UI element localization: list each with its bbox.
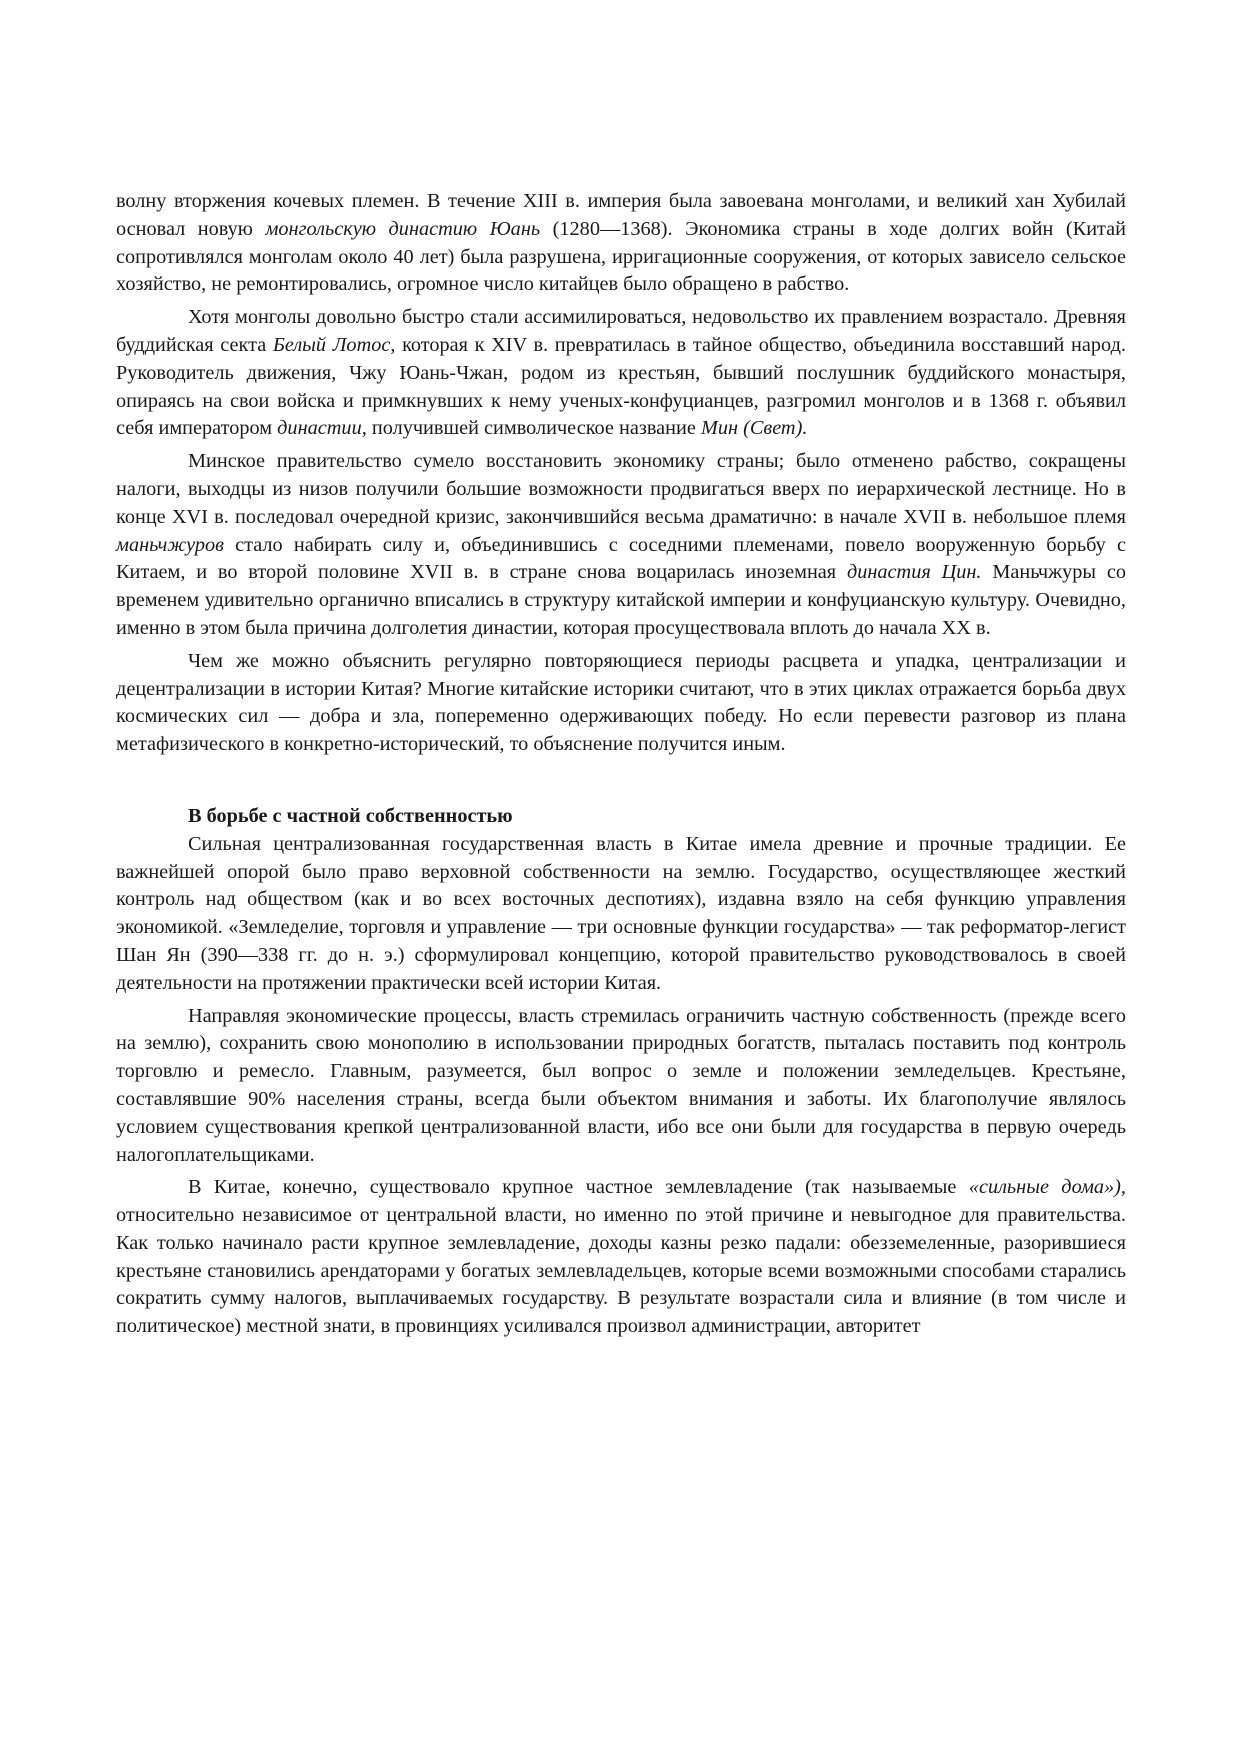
- text-run: Минское правительство сумело восстановить экономику страны; было отменено рабство, сокращены налоги, выходцы из низов получили большие возможности продвигаться вверх по иерархической лестнице. Но в конце XVI в. последовал очередной кризис, закончившийся весьма драматично: в начале XVII в. небольшое племя: [116, 450, 1126, 528]
- section-heading: В борьбе с частной собственностью: [188, 804, 513, 827]
- document-page: [116, 188, 1126, 1346]
- text-run: волну вторжения кочевых племен. В течение XIII в. империя была завоевана монголами, и великий хан Хубилай основал новую: [116, 190, 1126, 240]
- text-run: Маньчжуры со временем удивительно органично вписались в структуру китайской империи и конфуцианскую культуру. Очевидно, именно в этом была причина долголетия династии, которая просуществовала вплоть до начала XX в.: [116, 561, 1127, 639]
- italic-term: Мин (Свет).: [700, 417, 808, 440]
- paragraph-ming-qing: [116, 448, 1126, 643]
- paragraph-mongol-conquest: [116, 188, 1126, 299]
- paragraph-central-power: Сильная централизованная государственная власть в Китае имела древние и прочные традиции. Ее важнейшей опорой было право верховной собственности на землю. Государство, осуществляющее жесткий контроль над обществом (как и во всех восточных деспотиях), издавна взяло на себя функцию управления экономикой. «Земледелие, торговля и управление — три основные функции государства» — так реформатор-легист Шан Ян (390—338 гг. до н. э.) сформулировал концепцию, которой правительство руководствовалось в своей деятельности на протяжении практически всей истории Китая.: [116, 832, 1126, 994]
- italic-term: династии,: [277, 417, 367, 440]
- text-run: Хотя монголы довольно быстро стали ассимилироваться, недовольство их правлением возрастало. Древняя буддийская секта: [116, 306, 1126, 356]
- text-run: В Китае, конечно, существовало крупное частное землевладение (так называемые: [188, 1176, 969, 1199]
- paragraph-land-ownership: [116, 1174, 1126, 1341]
- paragraph-economic-control: Направляя экономические процессы, власть стремилась ограничить частную собственность (прежде всего на землю), сохранить свою монополию в использовании природных богатств, пыталась поставить под контроль торговлю и ремесло. Главным, разумеется, был вопрос о земле и положении земледельцев. Крестьяне, составлявшие 90% населения страны, всегда были объектом внимания и заботы. Их благополучие являлось условием существования крепкой централизованной власти, ибо все они были для государства в первую очередь налогоплательщиками.: [116, 1004, 1126, 1166]
- paragraph-cycles: Чем же можно объяснить регулярно повторяющиеся периоды расцвета и упадка, централизации и децентрализации в истории Китая? Многие китайские историки считают, что в этих циклах отражается борьба двух космических сил — добра и зла, попеременно одерживающих победу. Но если перевести разговор из плана метафизического в конкретно-исторический, то объяснение получится иным.: [116, 649, 1126, 756]
- italic-term: династия Цин.: [846, 561, 982, 584]
- italic-term: маньчжуров: [116, 533, 224, 556]
- italic-term: «сильные дома»),: [968, 1176, 1126, 1199]
- text-run: (1280—1368). Экономика страны в ходе долгих войн (Китай сопротивлялся монголам около 40 лет) была разрушена, ирригационные сооружения, от которых зависело сельское хозяйство, не ремонтировались, огромное число китайцев было обращено в рабство.: [116, 217, 1127, 296]
- paragraph-ming-rise: [116, 304, 1126, 443]
- text-run: стало набирать силу и, объединившись с соседними племенами, повело вооруженную борьбу с Китаем, и во второй половине XVII в. в стране снова воцарилась иноземная: [116, 533, 1126, 584]
- text-run: относительно независимое от центральной власти, но именно по этой причине и невыгодное для правительства. Как только начинало расти крупное землевладение, доходы казны резко падали: обезземеленные, разорившиеся крестьяне становились арендаторами у богатых землевладельцев, которые всеми возможными способами старались сократить сумму налогов, выплачиваемых государству. В результате возрастали сила и влияние (в том числе и политическое) местной знати, в провинциях усиливался произвол администрации, авторитет: [116, 1204, 1126, 1338]
- italic-term: Белый Лотос,: [272, 333, 396, 356]
- text-run: которая к XIV в. превратилась в тайное общество, объединила восставший народ. Руководитель движения, Чжу Юань-Чжан, родом из крестьян, бывший послушник буддийского монастыря, опираясь на свои войска и примкнувших к нему ученых-конфуцианцев, разгромил монголов и в 1368 г. объявил себя императором: [116, 333, 1126, 440]
- italic-term: монгольскую династию Юань: [265, 217, 541, 240]
- text-run: получившей символическое название: [366, 417, 701, 440]
